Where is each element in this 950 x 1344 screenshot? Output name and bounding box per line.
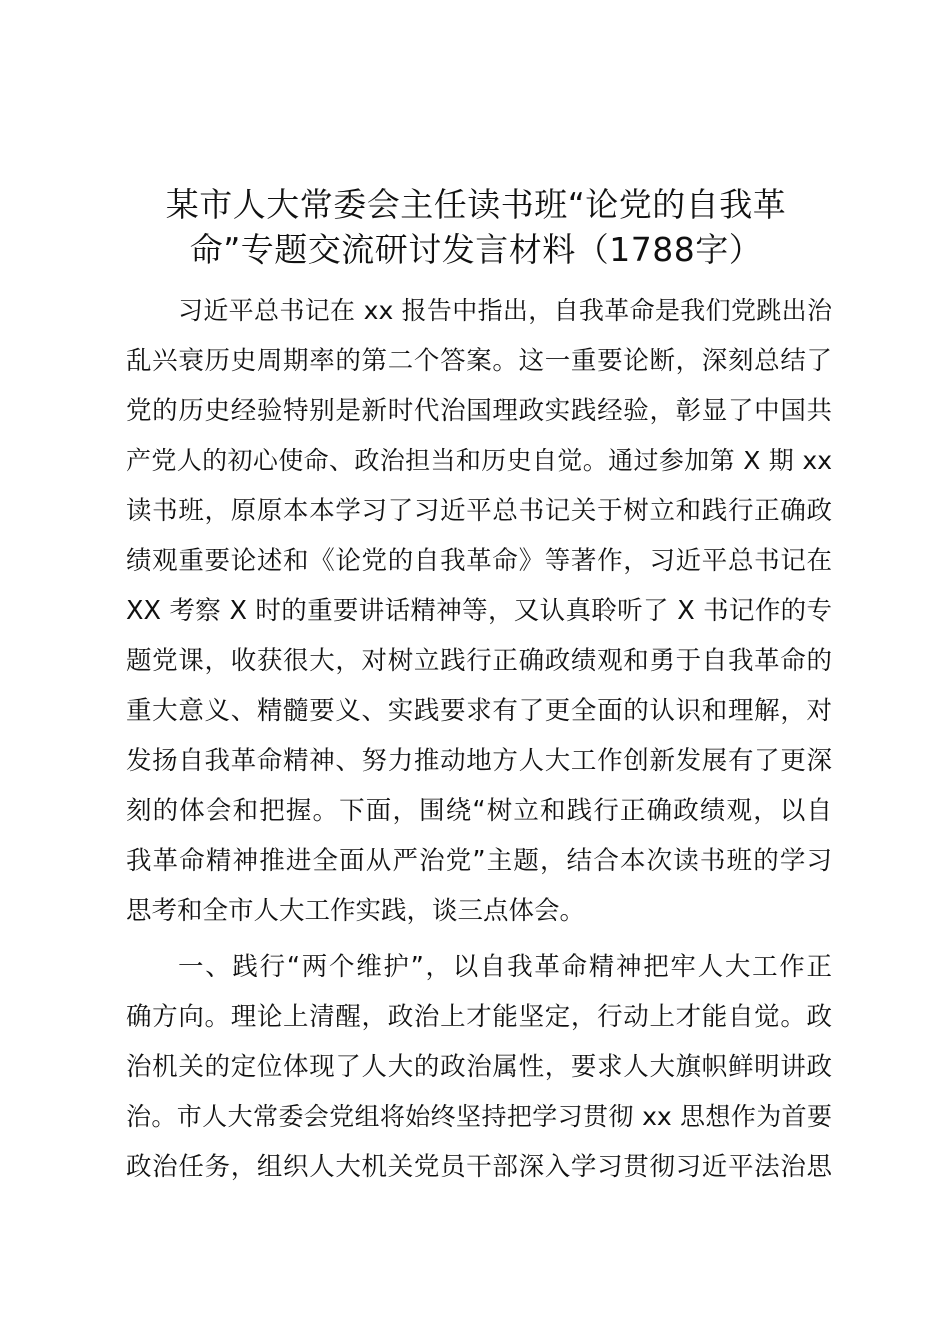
paragraph-line: 发扬自我革命精神、努力推动地方人大工作创新发展有了更深 [126, 746, 832, 776]
paragraph-line: 我革命精神推进全面从严治党”主题，结合本次读书班的学习 [126, 846, 832, 876]
paragraph-line: 治机关的定位体现了人大的政治属性，要求人大旗帜鲜明讲政 [126, 1052, 832, 1082]
paragraph-line: 绩观重要论述和《论党的自我革命》等著作，习近平总书记在 [126, 546, 832, 576]
paragraph-line: 重大意义、精髓要义、实践要求有了更全面的认识和理解，对 [126, 696, 832, 726]
paragraph-section-one [126, 942, 832, 1192]
paragraph-line: 产党人的初心使命、政治担当和历史自觉。通过参加第 X 期 xx [126, 446, 832, 475]
paragraph-line: 题党课，收获很大，对树立践行正确政绩观和勇于自我革命的 [126, 646, 832, 676]
paragraph-line: 思考和全市人大工作实践，谈三点体会。 [126, 896, 586, 926]
document-title [120, 182, 832, 272]
paragraph-line: 党的历史经验特别是新时代治国理政实践经验，彰显了中国共 [126, 396, 832, 426]
paragraph-line: 一、践行“两个维护”，以自我革命精神把牢人大工作正 [178, 952, 832, 982]
paragraph-line: XX 考察 X 时的重要讲话精神等，又认真聆听了 X 书记作的专 [126, 596, 832, 626]
paragraph-line: 确方向。理论上清醒，政治上才能坚定，行动上才能自觉。政 [126, 1002, 832, 1032]
paragraph-line: 政治任务，组织人大机关党员干部深入学习贯彻习近平法治思 [126, 1152, 832, 1182]
paragraph-line: 乱兴衰历史周期率的第二个答案。这一重要论断，深刻总结了 [126, 346, 832, 376]
paragraph-line: 读书班，原原本本学习了习近平总书记关于树立和践行正确政 [126, 496, 832, 526]
paragraph-intro [126, 286, 832, 936]
title-line: 某市人大常委会主任读书班“论党的自我革 [165, 185, 787, 224]
paragraph-line: 刻的体会和把握。下面，围绕“树立和践行正确政绩观，以自 [126, 796, 832, 826]
title-line: 命”专题交流研讨发言材料（1788字） [189, 230, 763, 269]
paragraph-line: 习近平总书记在 xx 报告中指出，自我革命是我们党跳出治 [178, 296, 832, 325]
paragraph-line: 治。市人大常委会党组将始终坚持把学习贯彻 xx 思想作为首要 [126, 1102, 832, 1131]
document-body [126, 286, 832, 1192]
